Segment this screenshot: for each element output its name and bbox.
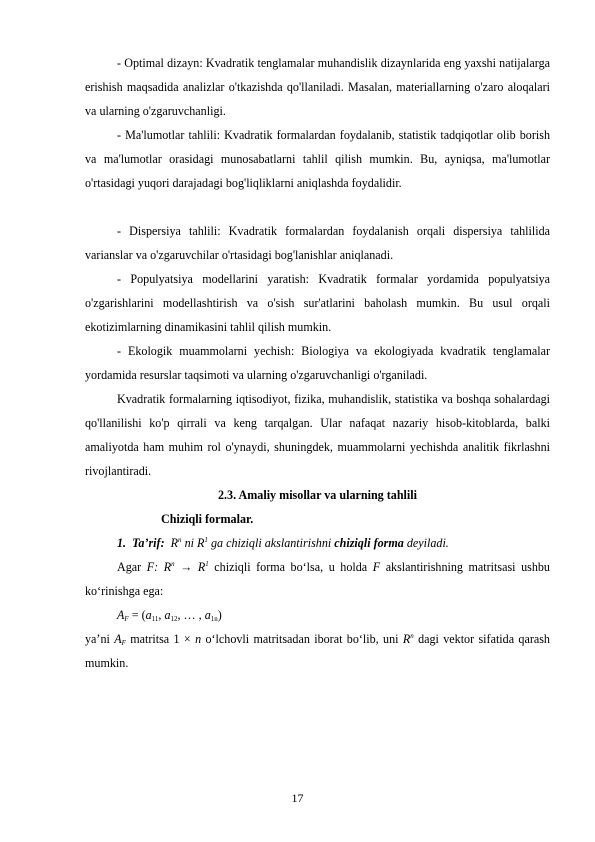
- page-content: [85, 51, 550, 675]
- paragraph-matrix-description: ya’ni $A_F$ matritsa 1 × n o‘lchovli matritsadan iborat bo‘lib, uni $R^n$ dagi vektor sifatida qarash mumkin.: [85, 632, 550, 670]
- page-number: 17: [291, 791, 304, 805]
- math-F-map: F: $R^n \to R^1$: [146, 560, 209, 574]
- definition-term: chiziqli forma: [334, 536, 404, 550]
- paragraph-optimal-design: - Optimal dizayn: Kvadratik tenglamalar muhandislik dizaynlarida eng yaxshi natijalarga erishish maqsadida analizlar o'tkazishda qo'llaniladi. Masalan, materiallarning o'zaro aloqalari va ularning o'zgaruvchanligi.: [85, 56, 550, 118]
- paragraph-summary: Kvadratik formalarning iqtisodiyot, fizika, muhandislik, statistika va boshqa sohalardagi qo'llanilishi ko'p qirrali va keng tarqalgan. Ular nafaqat nazariy hisob-kitoblarda, balki amaliyotda ham muhim rol o'ynaydi, shuningdek, muammolarni yechishda analitik fikrlashni rivojlantiradi.: [85, 392, 550, 478]
- math-R-1: $R^1$: [197, 536, 208, 550]
- definition-line: 1. Ta’rif: $R^n$ ni $R^1$ ga chiziqli akslantirishni chiziqli forma deyiladi.: [117, 536, 449, 550]
- matrix-formula: $A_F = (a_{11}$, $a_{12}$, … , $a_{1n}$): [117, 608, 222, 623]
- definition-label: Ta’rif: [132, 536, 161, 550]
- math-R-n: $R^n$: [170, 536, 182, 550]
- paragraph-population-models: - Populyatsiya modellarini yaratish: Kvadratik formalar yordamida populyatsiya o'zgarishlarini modellashtirish va o'sish sur'atlarini baholash mumkin. Bu usul orqali ekotizimlarning dinamikasini tahlil qilish mumkin.: [85, 272, 550, 334]
- section-subheading: Chiziqli formalar.: [161, 512, 254, 526]
- paragraph-dispersion-analysis: - Dispersiya tahlili: Kvadratik formalardan foydalanish orqali dispersiya tahlilida varianslar va o'zgaruvchilar o'rtasidagi bog'lanishlar aniqlanadi.: [85, 224, 550, 262]
- paragraph-agar: Agar F: $R^n \to R^1$ chiziqli forma bo‘lsa, u holda F akslantirishning matritsasi ushbu ko‘rinishga ega:: [85, 560, 550, 598]
- paragraph-data-analysis: - Ma'lumotlar tahlili: Kvadratik formalardan foydalanib, statistik tadqiqotlar olib borish va ma'lumotlar orasidagi munosabatlarni tahlil qilish mumkin. Bu, ayniqsa, ma'lumotlar o'rtasidagi yuqori darajadagi bog'liqliklarni aniqlashda foydalidir.: [85, 128, 550, 190]
- section-heading: 2.3. Amaliy misollar va ularning tahlili: [217, 488, 417, 502]
- paragraph-ecological-problems: - Ekologik muammolarni yechish: Biologiya va ekologiyada kvadratik tenglamalar yordamida resurslar taqsimoti va ularning o'zgaruvchanligi o'rganiladi.: [85, 344, 550, 382]
- definition-number: 1.: [117, 536, 127, 550]
